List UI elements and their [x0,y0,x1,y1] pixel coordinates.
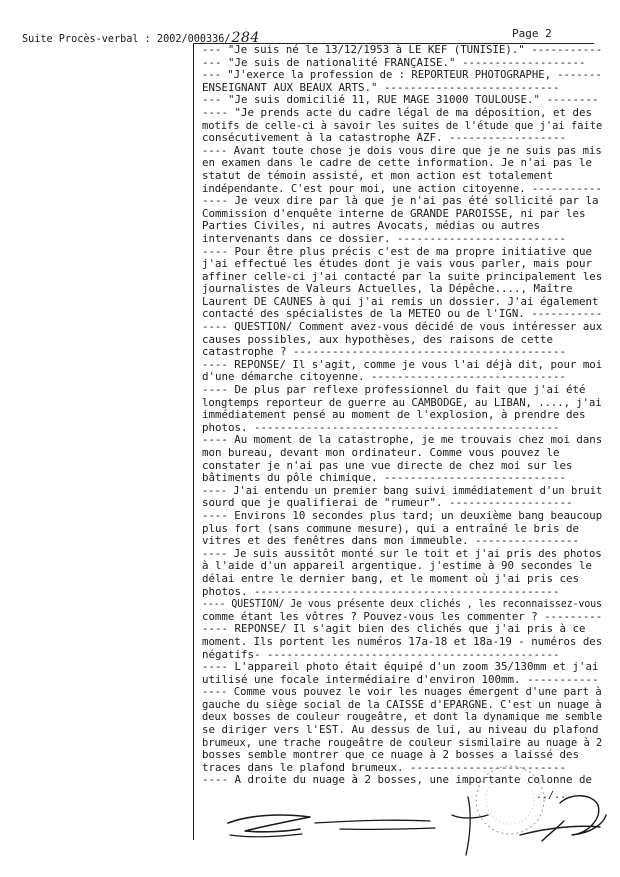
signature-left [228,815,310,832]
text-line: intervenants dans ce dossier. -------------------------- [202,231,567,245]
text-line: ---- J'ai entendu un premier bang suivi immédiatement d'un bruit [202,483,603,497]
signature-left-underline [230,834,302,837]
text-line: ---- Je veux dire par là que je n'ai pas été sollicité par la [202,194,599,208]
text-line: indépendante. C'est pour moi, une action citoyenne. ----------- [202,181,602,195]
text-line: bosses semble montrer que ce nuage à 2 bosses a laissé des [202,748,580,762]
text-line: --- "Je suis né le 13/12/1953 à LE KEF (TUNISIE)." ----------- [202,43,603,56]
text-line: ---- QUESTION/ Comment avez-vous décidé de vous intéresser aux [202,320,603,334]
text-line: délai entre le dernier bang, et le moment où j'ai pris ces [202,571,580,585]
text-line: affiner celle-ci j'ai contacté par la suite principalement les [202,269,603,283]
reference-text: Suite Procès-verbal : 2002/000336/ [22,34,231,45]
text-line: gauche du siège social de la CAISSE d'EPARGNE. C'est un nuage à [202,697,602,711]
text-line: constater je n'ai pas une vue directe de chez moi sur les [202,458,573,472]
text-line: ---- QUESTION/ Je vous présente deux clichés , les reconnaissez-vous [202,597,603,611]
text-line: ---- Comme vous pouvez le voir les nuages émergent d'une part à [202,685,602,699]
signatures [220,775,610,865]
page-label: Page 2 [512,27,552,40]
text-line: sourd que je qualifierai de "rumeur". ------------------- [202,496,573,510]
text-line: ---- A droite du nuage à 2 bosses, une importante colonne de [202,773,593,787]
text-line: j'ai effectué les études dont je vais vous parler, mais pour [202,257,593,271]
text-line: ---- Au moment de la catastrophe, je me trouvais chez moi dans [202,433,603,447]
text-line: ENSEIGNANT AUX BEAUX ARTS." --------------------------- [202,80,560,94]
text-line: --- "Je suis de nationalité FRANÇAISE." ------------------- [202,55,586,69]
text-line: à l'aide d'un appareil argentique. j'estime à 90 secondes le [202,559,593,573]
text-line: ---- Pour être plus précis c'est de ma propre initiative que [202,244,593,258]
signature-right [520,796,606,841]
text-line: causes possibles, aux hypothèses, des raisons de cette [202,332,554,346]
text-line: catastrophe ? ------------------------------------------ [202,345,567,359]
text-line: ---- L'appareil photo était équipé d'un zoom 35/130mm et j'ai [202,660,599,674]
text-line: --- "Je suis domicilié 11, RUE MAGE 31000 TOULOUSE." -------- [202,93,599,107]
text-line: Commission d'enquête interne de GRANDE PAROISSE, ni par les [202,206,586,220]
text-line: utilisé une focale intermédiaire d'environ 100mm. ----------- [202,672,599,686]
text-line: ---- Avant toute chose je dois vous dire que je ne suis pas mis [202,143,602,157]
text-line: ---- De plus par reflexe professionnel du fait que j'ai été [202,383,586,397]
text-line: ---- REPONSE/ Il s'agit, comme je vous l'ai déjà dit, pour moi [202,357,603,371]
margin-rule [193,43,194,840]
text-line: brumeux, une trache rougeâtre de couleur sismilaire au nuage à 2 [202,735,603,749]
text-line: plus fort (sans commune mesure), qui a entraîné le bris de [202,521,580,535]
text-line: bâtiments du pôle chimique. ---------------------------- [202,471,567,485]
text-line: ---- REPONSE/ Il s'agit bien des clichés que j'ai pris à ce [202,622,586,636]
text-line: ---- Je suis aussitôt monté sur le toit et j'ai pris des photos [202,546,602,560]
text-line: vitres et des fenêtres dans mon immeuble. ---------------- [202,534,580,548]
text-line: statut de témoin assisté, et mon action est totalement [202,168,554,182]
continuation-marker: ../... [536,790,573,801]
text-line: négatifs- --------------------------------------------- [202,647,560,661]
text-line: ---- Environs 10 secondes plus tard; un deuxième bang beaucoup [202,508,603,522]
text-line: immédiatement pensé au moment de l'explosion, à prendre des [202,408,586,422]
text-line: ---- "Je prends acte du cadre légal de ma déposition, et des [202,105,593,119]
text-line: se diriger vers l'EST. Au dessus de lui, au niveau du plafond [202,723,599,737]
text-line: Parties Civiles, ni autres Avocats, médias ou autres [202,219,541,233]
text-line: deux bosses de couleur rougeâtre, et dont la dynamique me semble [202,710,603,724]
text-line: traces dans le plafond brumeux. ------------------------ [202,760,567,774]
text-line: photos. ----------------------------------------------- [202,584,560,598]
text-line: d'une démarche citoyenne. ------------------------------ [202,370,567,384]
signature-middle [315,797,488,855]
text-line: --- "J'exerce la profession de : REPORTEUR PHOTOGRAPHE, ------- [202,68,602,82]
text-line: moment. Ils portent les numéros 17a-18 et 18a-19 - numéros des [202,634,603,648]
text-line: mon bureau, devant mon ordinateur. Comme vous pouvez le [202,446,560,459]
text-line: en examen dans le cadre de cette information. Je n'ai pas le [202,156,593,170]
text-line: Laurent DE CAUNES à qui j'ai remis un dossier. J'ai également [202,294,599,308]
text-line: motifs de celle-ci à savoir les suites de l'étude que j'ai faite [202,118,603,132]
text-line: longtemps reporteur de guerre au CAMBODGE, au LIBAN, ...., j'ai [202,395,602,409]
deposition-text [202,43,603,787]
text-line: contacté des spécialistes de la METEO ou de l'IGN. ----------- [202,307,603,321]
text-line: consécutivement à la catastrophe AZF. ------------------ [202,131,567,145]
text-line: comme étant les vôtres ? Pouvez-vous les commenter ? --------- [202,609,603,623]
text-line: journalistes de Valeurs Actuelles, la Dépêche...., Maître [202,282,573,296]
handwritten-page-number: 284 [231,30,260,46]
text-line: photos. ----------------------------------------------- [202,420,560,434]
